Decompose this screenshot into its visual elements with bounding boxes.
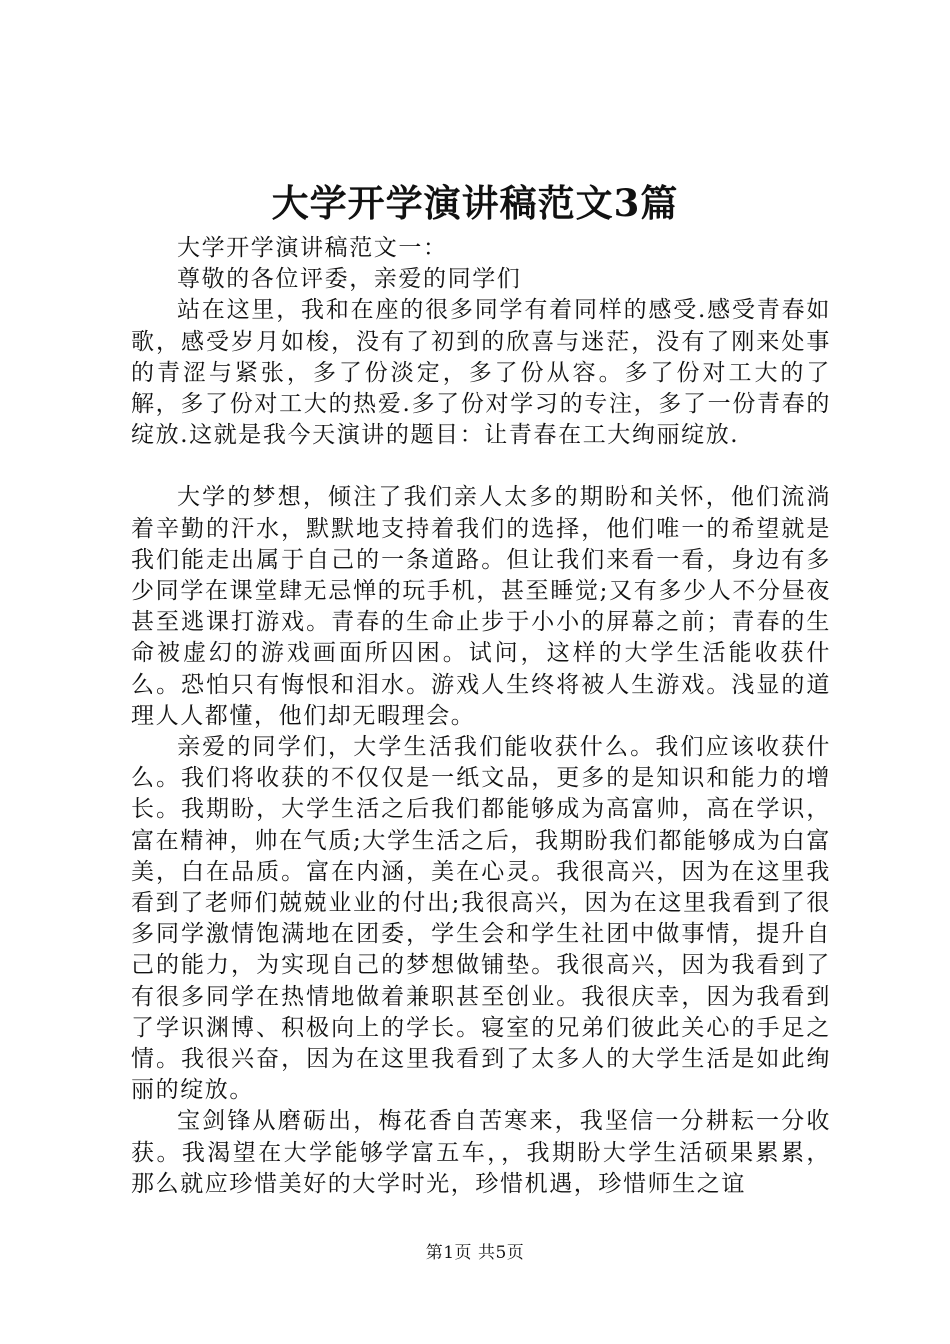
paragraph-1: 站在这里，我和在座的很多同学有着同样的感受.感受青春如歌，感受岁月如梭，没有了初到的欣喜与迷茫，没有了刚来处事的青涩与紧张，多了份淡定，多了份从容。多了份对工大的了解，多了份对工大的热爱.多了份对学习的专注，多了一份青春的绽放.这就是我今天演讲的题目：让青春在工大绚丽绽放. xyxy=(131,297,831,449)
paragraph-heading: 大学开学演讲稿范文一： xyxy=(177,235,448,261)
paragraph-2: 大学的梦想，倾注了我们亲人太多的期盼和关怀，他们流淌着辛勤的汗水，默默地支持着我们的选择，他们唯一的希望就是我们能走出属于自己的一条道路。但让我们来看一看，身边有多少同学在课堂肆无忌惮的玩手机，甚至睡觉;又有多少人不分昼夜甚至逃课打游戏。青春的生命止步于小小的屏幕之前；青春的生命被虚幻的游戏画面所囚困。试问，这样的大学生活能收获什么。恐怕只有悔恨和泪水。游戏人生终将被人生游戏。浅显的道理人人都懂，他们却无暇理会。 xyxy=(131,484,831,729)
document-body xyxy=(131,233,831,1200)
paragraph-4: 宝剑锋从磨砺出，梅花香自苦寒来，我坚信一分耕耘一分收获。我渴望在大学能够学富五车，，我期盼大学生活硕果累累，那么就应珍惜美好的大学时光，珍惜机遇，珍惜师生之谊 xyxy=(131,1108,831,1197)
paragraph-3: 亲爱的同学们，大学生活我们能收获什么。我们应该收获什么。我们将收获的不仅仅是一纸文品，更多的是知识和能力的增长。我期盼，大学生活之后我们都能够成为高富帅，高在学识，富在精神，帅在气质;大学生活之后，我期盼我们都能够成为白富美，白在品质。富在内涵，美在心灵。我很高兴，因为在这里我看到了老师们兢兢业业的付出;我很高兴，因为在这里我看到了很多同学激情饱满地在团委，学生会和学生社团中做事情，提升自己的能力，为实现自己的梦想做铺垫。我很高兴，因为我看到了有很多同学在热情地做着兼职甚至创业。我很庆幸，因为我看到了学识渊博、积极向上的学长。寝室的兄弟们彼此关心的手足之情。我很兴奋，因为在这里我看到了太多人的大学生活是如此绚丽的绽放。 xyxy=(131,734,831,1104)
document-title: 大学开学演讲稿范文3篇 xyxy=(271,181,679,225)
paragraph-salutation: 尊敬的各位评委，亲爱的同学们 xyxy=(177,266,522,293)
page-footer: 第1页 共5页 xyxy=(425,1243,525,1263)
